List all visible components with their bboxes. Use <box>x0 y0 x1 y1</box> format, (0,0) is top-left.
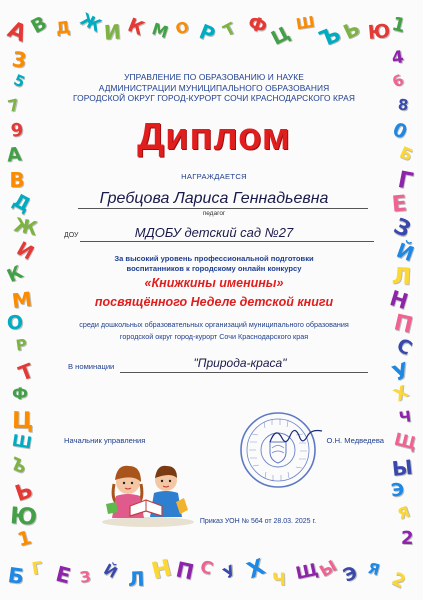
border-letter-icon: С <box>197 556 216 580</box>
border-letter-icon: О <box>173 17 192 39</box>
border-letter-icon: Д <box>54 17 72 38</box>
nomination-underline <box>120 372 368 373</box>
org-line-3: ГОРОДСКОЙ ОКРУГ ГОРОД-КУРОРТ СОЧИ КРАСНОДАРСКОГО КРАЯ <box>73 93 355 103</box>
head-name: О.Н. Медведева <box>326 436 384 445</box>
border-letter-icon: Я <box>395 502 413 524</box>
border-letter-icon: Р <box>14 335 28 355</box>
border-letter-icon: Х <box>390 382 412 406</box>
border-letter-icon: Л <box>127 566 146 592</box>
among-line-1: среди дошкольных образовательных организаций муниципального образования <box>79 320 349 329</box>
border-letter-icon: 6 <box>389 70 407 92</box>
border-letter-icon: Ъ <box>315 22 345 54</box>
border-letter-icon: М <box>149 19 171 43</box>
recipient-position: педагог <box>202 210 226 217</box>
border-letter-icon: И <box>103 19 122 45</box>
signature-icon <box>266 420 326 450</box>
border-letter-icon: Н <box>387 285 411 315</box>
border-letter-icon: Г <box>395 166 416 196</box>
border-letter-icon: Ш <box>11 430 34 453</box>
border-letter-icon: Я <box>365 558 382 580</box>
border-letter-icon: З <box>78 567 92 587</box>
border-letter-icon: Ы <box>390 454 414 482</box>
border-letter-icon: 4 <box>390 47 405 69</box>
border-letter-icon: 3 <box>10 47 29 73</box>
border-letter-icon: Щ <box>392 429 420 455</box>
recipient-underline <box>78 208 368 209</box>
border-letter-icon: Р <box>196 19 219 48</box>
issuing-organization <box>58 72 370 104</box>
reason-line-1: За высокий уровень профессиональной подготовки <box>114 254 314 263</box>
border-letter-icon: А <box>3 16 31 48</box>
border-letter-icon: А <box>6 143 23 167</box>
border-letter-icon: Ю <box>8 503 38 531</box>
border-letter-icon: И <box>12 237 38 265</box>
border-letter-icon: Ч <box>271 569 286 590</box>
nomination-value: "Природа-краса" <box>193 356 287 370</box>
participants-scope <box>58 319 370 343</box>
border-letter-icon: В <box>27 11 51 38</box>
border-letter-icon: 9 <box>9 119 25 142</box>
border-letter-icon: Ф <box>11 383 29 404</box>
institution-name: МДОБУ детский сад №27 <box>134 225 294 240</box>
diploma-content <box>58 60 384 540</box>
border-letter-icon: 7 <box>6 95 22 116</box>
border-letter-icon: Щ <box>294 560 321 585</box>
border-letter-icon: 5 <box>10 70 28 92</box>
border-letter-icon: З <box>389 213 415 244</box>
border-letter-icon: Ж <box>12 213 40 241</box>
recipient-name: Гребцова Лариса Геннадьевна <box>99 190 329 207</box>
border-letter-icon: Б <box>6 562 26 589</box>
border-letter-icon: 2 <box>388 568 409 593</box>
border-letter-icon: У <box>220 561 239 583</box>
org-line-2: АДМИНИСТРАЦИИ МУНИЦИПАЛЬНОГО ОБРАЗОВАНИЯ <box>98 82 330 93</box>
border-letter-icon: Х <box>243 554 269 584</box>
border-letter-icon: Н <box>149 555 174 586</box>
contest-subtitle: посвящённого Неделе детской книги <box>94 295 334 309</box>
border-letter-icon: 8 <box>397 95 410 115</box>
border-letter-icon: Ь <box>12 477 37 508</box>
border-letter-icon: Г <box>30 558 45 581</box>
institution-prefix: ДОУ <box>64 232 79 239</box>
nomination-label: В номинации <box>68 362 115 371</box>
border-letter-icon: О <box>6 311 24 335</box>
order-reference: Приказ УОН № 564 от 28.03. 2025 г. <box>199 518 317 525</box>
border-letter-icon: Ы <box>316 555 340 581</box>
border-letter-icon: В <box>9 168 25 192</box>
border-letter-icon: М <box>10 286 34 314</box>
diploma-title: Диплом <box>137 116 291 158</box>
border-letter-icon: Ч <box>397 407 413 427</box>
border-letter-icon: 2 <box>400 527 414 550</box>
border-letter-icon: П <box>391 310 416 339</box>
head-title: Начальник управления <box>64 436 146 445</box>
org-line-1: УПРАВЛЕНИЕ ПО ОБРАЗОВАНИЮ И НАУКЕ <box>124 72 304 82</box>
border-letter-icon: Ш <box>294 12 316 34</box>
border-letter-icon: 0 <box>389 118 411 144</box>
border-letter-icon: Ф <box>244 11 271 40</box>
border-letter-icon: К <box>3 261 27 288</box>
border-letter-icon: Э <box>340 561 361 587</box>
border-letter-icon: Й <box>100 559 121 582</box>
awarded-label: НАГРАЖДАЕТСЯ <box>181 172 247 181</box>
border-letter-icon: 1 <box>15 526 34 552</box>
border-letter-icon: Т <box>219 18 239 41</box>
border-letter-icon: Ж <box>76 9 105 37</box>
border-letter-icon: Э <box>389 479 405 502</box>
border-letter-icon: Й <box>393 237 418 267</box>
award-reason <box>58 254 370 274</box>
border-letter-icon: Б <box>396 142 416 165</box>
border-letter-icon: Ц <box>11 407 34 435</box>
border-letter-icon: 1 <box>389 13 408 38</box>
border-letter-icon: К <box>124 13 148 41</box>
border-letter-icon: Ю <box>367 20 392 45</box>
border-letter-icon: Ь <box>339 15 364 44</box>
border-letter-icon: Е <box>390 191 408 218</box>
contest-name: «Книжкины именины» <box>144 276 284 290</box>
border-letter-icon: Т <box>15 358 37 386</box>
among-line-2: городской округ город-курорт Сочи Краснодарского края <box>119 332 309 341</box>
institution-underline <box>80 241 374 242</box>
reason-line-2: воспитанников к городскому онлайн конкурсу <box>126 264 302 273</box>
border-letter-icon: Ъ <box>6 453 30 479</box>
border-letter-icon: У <box>389 357 413 387</box>
border-letter-icon: Л <box>391 263 412 291</box>
border-letter-icon: Е <box>53 561 74 589</box>
border-letter-icon: П <box>173 557 196 585</box>
border-letter-icon: Д <box>8 189 34 217</box>
border-letter-icon: С <box>392 334 416 361</box>
border-letter-icon: Ц <box>267 22 294 51</box>
